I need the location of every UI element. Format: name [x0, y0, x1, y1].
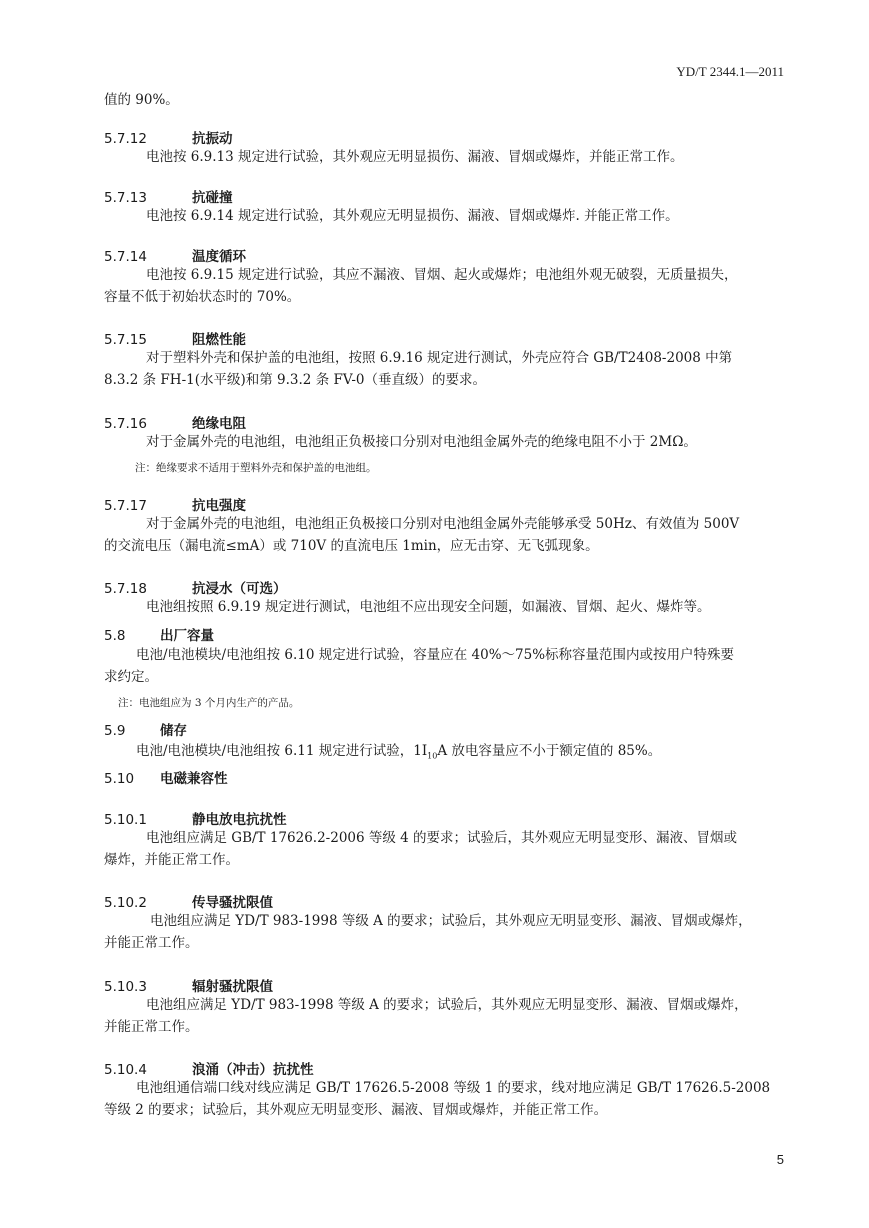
section-body — [104, 513, 806, 557]
section-number: 5.7.13 — [104, 190, 147, 206]
note: 注：绝缘要求不适用于塑料外壳和保护盖的电池组。 — [135, 462, 377, 474]
section-number: 5.10.3 — [104, 979, 147, 995]
body-line: 电池/电池模块/电池组按 6.10 规定进行试验，容量应在 40%～75%标称容量范围内或按用户特殊要 — [136, 647, 735, 663]
body-line: 电池组应满足 YD/T 983-1998 等级 A 的要求；试验后，其外观应无明显变形、漏液、冒烟或爆炸， — [146, 997, 748, 1013]
section-heading — [104, 412, 246, 432]
section-body — [104, 644, 796, 688]
body-line: 求约定。 — [104, 669, 158, 685]
body-line: 对于塑料外壳和保护盖的电池组，按照 6.9.16 规定进行测试，外壳应符合 GB/T2408-2008 中第 — [146, 350, 733, 366]
note: 注：电池组应为 3 个月内生产的产品。 — [118, 697, 300, 709]
section-number: 5.7.15 — [104, 332, 147, 348]
section-body — [104, 910, 810, 954]
section-number: 5.7.18 — [104, 581, 147, 597]
page-number: 5 — [776, 1152, 784, 1167]
current-symbol: $1I_{10}$ — [413, 743, 438, 761]
body-line: 电池组通信端口线对线应满足 GB/T 17626.5-2008 等级 1 的要求，线对地应满足 GB/T 17626.5-2008 — [136, 1080, 771, 1096]
body-line: 对于金属外壳的电池组，电池组正负极接口分别对电池组金属外壳能够承受 50Hz、有效值为 500V — [146, 516, 740, 532]
section-number: 5.10 — [104, 771, 135, 787]
section-title: 抗碰撞 — [192, 190, 233, 206]
body-line: 并能正常工作。 — [104, 935, 199, 951]
body-line: 等级 2 的要求；试验后，其外观应无明显变形、漏液、冒烟或爆炸，并能正常工作。 — [104, 1102, 608, 1118]
section-number: 5.7.17 — [104, 498, 147, 514]
section-title: 浪涌（冲击）抗扰性 — [192, 1062, 314, 1078]
section-heading — [104, 891, 273, 911]
body-line: 容量不低于初始状态时的 70%。 — [104, 289, 301, 305]
document-id: YD/T 2344.1—2011 — [676, 64, 784, 79]
section-body — [146, 205, 806, 227]
section-title: 温度循环 — [192, 249, 246, 265]
body-line: 对于金属外壳的电池组，电池组正负极接口分别对电池组金属外壳的绝缘电阻不小于 2MΩ。 — [146, 434, 697, 450]
section-title: 阻燃性能 — [192, 332, 246, 348]
section-heading — [104, 975, 273, 995]
section-title: 传导骚扰限值 — [192, 895, 273, 911]
section-heading — [104, 767, 228, 787]
section-number: 5.10.1 — [104, 812, 147, 828]
section-body — [104, 827, 806, 871]
body-line: 并能正常工作。 — [104, 1019, 199, 1035]
section-heading — [104, 1058, 314, 1078]
section-body — [104, 1077, 796, 1121]
section-body — [104, 347, 806, 391]
section-heading — [104, 245, 246, 265]
body-line: 电池按 6.9.13 规定进行试验，其外观应无明显损伤、漏液、冒烟或爆炸，并能正常工作。 — [146, 149, 684, 165]
body-line: 的交流电压（漏电流≤mA）或 710V 的直流电压 1min，应无击穿、无飞弧现象。 — [104, 538, 599, 554]
section-title: 出厂容量 — [160, 628, 214, 644]
section-number: 5.10.2 — [104, 895, 147, 911]
section-number: 5.7.16 — [104, 416, 147, 432]
body-line: 爆炸，并能正常工作。 — [104, 852, 239, 868]
section-body — [146, 596, 806, 618]
section-title: 辐射骚扰限值 — [192, 979, 273, 995]
body-line: A 放电容量应不小于额定值的 85%。 — [437, 743, 662, 759]
section-heading — [104, 186, 233, 206]
section-body — [146, 431, 806, 453]
section-number: 5.7.12 — [104, 131, 147, 147]
section-heading — [104, 808, 287, 828]
section-title: 抗振动 — [192, 131, 233, 147]
section-title: 电磁兼容性 — [160, 771, 228, 787]
section-title: 抗电强度 — [192, 498, 246, 514]
intro-line: 值的 90%。 — [104, 92, 179, 108]
section-heading — [104, 624, 214, 644]
section-number: 5.7.14 — [104, 249, 147, 265]
body-line: 电池组应满足 GB/T 17626.2-2006 等级 4 的要求；试验后，其外观应无明显变形、漏液、冒烟或 — [146, 830, 738, 846]
section-number: 5.9 — [104, 723, 126, 739]
body-line: 电池组按照 6.9.19 规定进行测试，电池组不应出现安全问题，如漏液、冒烟、起火、爆炸等。 — [146, 599, 711, 615]
section-heading — [104, 328, 246, 348]
body-line: 8.3.2 条 FH-1(水平级)和第 9.3.2 条 FV-0（垂直级）的要求。 — [104, 372, 487, 388]
body-line: 电池按 6.9.15 规定进行试验，其应不漏液、冒烟、起火或爆炸；电池组外观无破裂，无质量损失， — [146, 267, 738, 283]
section-number: 5.10.4 — [104, 1062, 147, 1078]
body-line: 电池按 6.9.14 规定进行试验，其外观应无明显损伤、漏液、冒烟或爆炸. 并能正常工作。 — [146, 208, 679, 224]
section-body — [104, 264, 806, 308]
section-body — [136, 740, 796, 768]
section-heading — [104, 577, 287, 597]
section-title: 绝缘电阻 — [192, 416, 246, 432]
section-body — [104, 994, 806, 1038]
section-heading — [104, 494, 246, 514]
section-title: 静电放电抗扰性 — [192, 812, 287, 828]
section-title: 储存 — [160, 723, 187, 739]
section-title: 抗浸水（可选） — [192, 581, 287, 597]
body-line: 电池/电池模块/电池组按 6.11 规定进行试验， — [136, 743, 414, 759]
section-number: 5.8 — [104, 628, 126, 644]
section-heading — [104, 719, 187, 739]
section-body — [146, 146, 806, 168]
section-heading — [104, 127, 233, 147]
body-line: 电池组应满足 YD/T 983-1998 等级 A 的要求；试验后，其外观应无明显变形、漏液、冒烟或爆炸， — [150, 913, 752, 929]
